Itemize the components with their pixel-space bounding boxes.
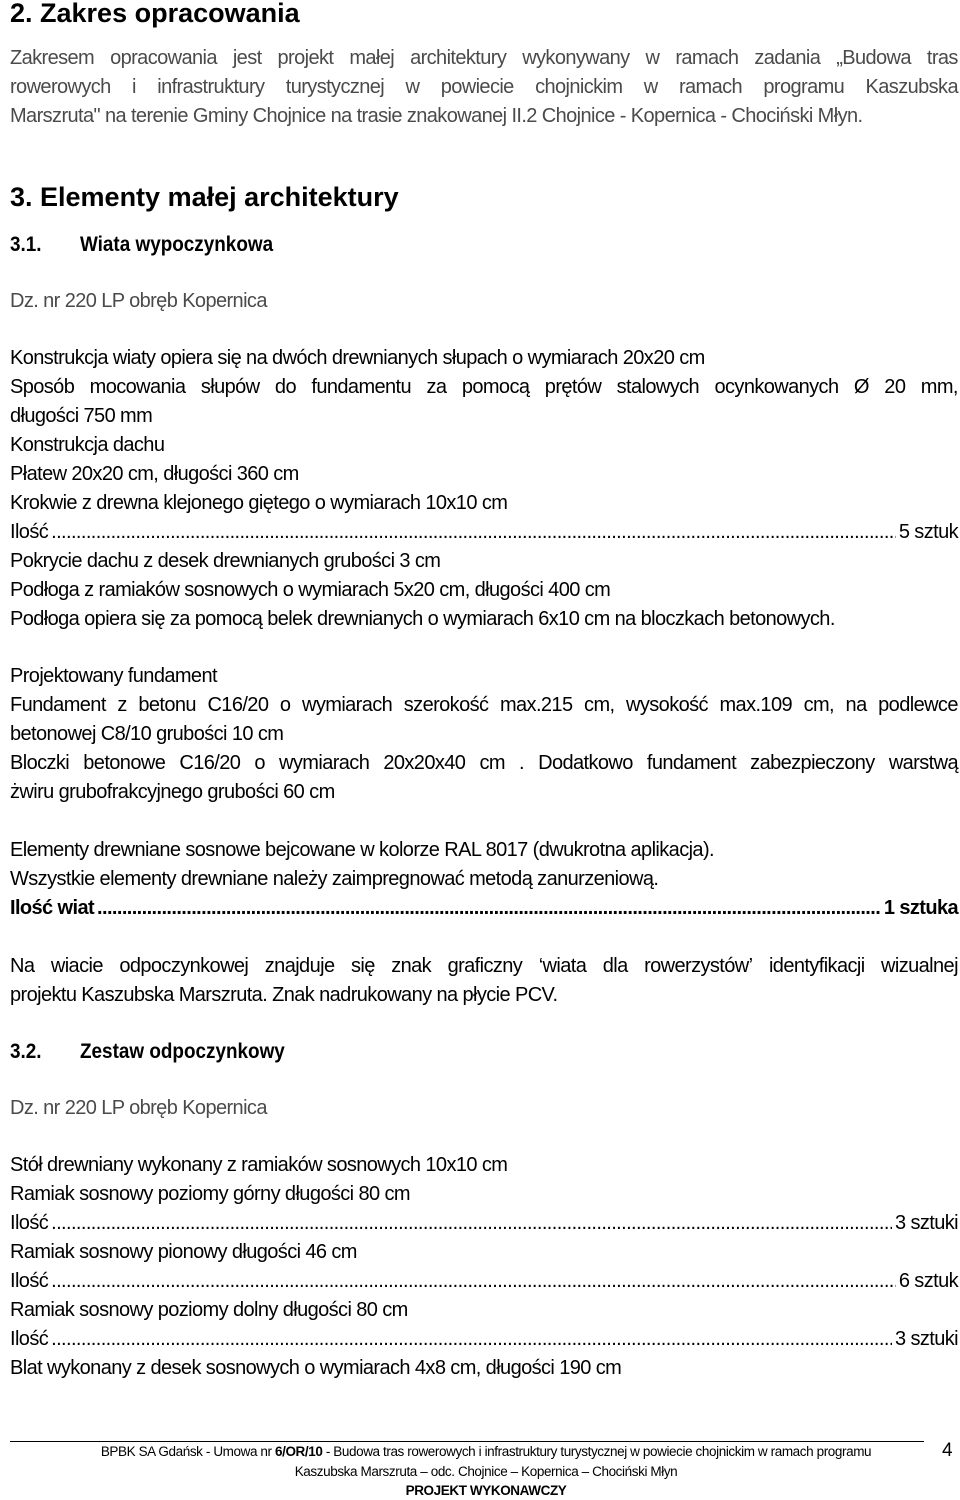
word: zadania [754,47,821,69]
location-line: Dz. nr 220 LP obręb Kopernica [10,290,267,312]
finish-line: Elementy drewniane sosnowe bejcowane w kolorze RAL 8017 (dwukrotna aplikacja). [10,839,714,861]
spec-line: Stół drewniany wykonany z ramiaków sosnowych 10x10 cm [10,1154,508,1176]
word: cm, [584,694,615,716]
spec-line: Ramiak sosnowy poziomy górny długości 80 cm [10,1183,410,1205]
word: turystycznej [285,76,385,98]
word: graficzny [447,955,523,977]
word: w [645,47,660,69]
spec-line: Podłoga z ramiaków sosnowych o wymiarach 5x20 cm, długości 400 cm [10,579,611,601]
word: na [845,694,867,716]
word: max.215 [499,694,573,716]
word: w [405,76,420,98]
quantity-label: Ilość [10,1270,49,1292]
word: jest [232,47,262,69]
word: się [350,955,375,977]
foundation-title: Projektowany fundament [10,665,217,687]
word: wymiarach [279,752,370,774]
dot-leader [51,1270,896,1293]
page-number: 4 [942,1440,953,1461]
word: warstwą [888,752,958,774]
footer-line-2: Kaszubska Marszruta – odc. Chojnice – Kopernica – Chociński Młyn [294,1464,678,1479]
quantity-row [10,1270,958,1293]
word: infrastruktury [157,76,265,98]
foundation-line: żwiru grubofrakcyjnego grubości 60 cm [10,781,335,803]
word: mm, [920,376,958,398]
word: mocowania [89,376,186,398]
word: Kaszubska [865,76,958,98]
word: pomocą [461,376,530,398]
spec-line: Pokrycie dachu z desek drewnianych grubości 3 cm [10,550,441,572]
word: podlewce [878,694,958,716]
section-3-title: 3. Elementy małej architektury [10,182,399,212]
subsection-3-1-number: 3.1. [10,233,42,256]
word: ‘wiata [538,955,587,977]
sign-line-justified [10,955,958,978]
word: ramach [678,76,743,98]
word: o [279,694,291,716]
footer-line-1 [48,1443,924,1461]
word: prętów [544,376,602,398]
word: architektury [410,47,507,69]
word: Ø [853,376,869,398]
quantity-value: 5 sztuk [898,521,958,543]
word: i [132,76,136,98]
dot-leader [51,1328,892,1351]
word: rowerowych [10,76,111,98]
word: wykonywany [522,47,630,69]
quantity-row [10,1328,958,1351]
word: programu [763,76,845,98]
word: Dodatkowo [538,752,633,774]
spec-line: Blat wykonany z desek sosnowych o wymiarach 4x8 cm, długości 190 cm [10,1357,622,1379]
quantity-label: Ilość [10,1328,49,1350]
word: opracowania [110,47,217,69]
word: projekt [277,47,334,69]
word: fundamentu [311,376,412,398]
word: ocynkowanych [714,376,839,398]
subsection-3-2-title: Zestaw odpoczynkowy [80,1040,285,1063]
spec-line: Krokwie z drewna klejonego giętego o wymiarach 10x10 cm [10,492,508,514]
word: z [117,694,127,716]
word: max.109 [719,694,792,716]
section-2-para-line-3: Marszruta" na terenie Gminy Chojnice na trasie znakowanej II.2 Chojnice - Kopernica - Chociński Młyn. [10,105,863,127]
footer-prefix: BPBK SA Gdańsk - Umowa nr [100,1444,275,1459]
word: identyfikacji [768,955,865,977]
word: „Budowa [836,47,911,69]
dot-leader [51,521,896,544]
word: wizualnej [881,955,958,977]
finish-line: Wszystkie elementy drewniane należy zaimpregnować metodą zanurzeniową. [10,868,659,890]
word: szerokość [403,694,489,716]
word: . [519,752,524,774]
spec-line-justified [10,376,958,399]
quantity-row [10,1212,958,1235]
spec-line: Ramiak sosnowy poziomy dolny długości 80 cm [10,1299,408,1321]
word: Sposób [10,376,75,398]
foundation-line: betonowej C8/10 grubości 10 cm [10,723,284,745]
location-line: Dz. nr 220 LP obręb Kopernica [10,1097,267,1119]
footer-line-3: PROJEKT WYKONAWCZY [405,1483,567,1498]
section-2-title: 2. Zakres opracowania [10,0,300,28]
quantity-value: 3 sztuki [894,1212,958,1234]
word: Bloczki [10,752,70,774]
word: Na [10,955,35,977]
word: odpoczynkowej [119,955,249,977]
word: 20 [884,376,906,398]
footer-rule [10,1441,924,1442]
word: cm [479,752,505,774]
word: wymiarach [302,694,393,716]
quantity-row-bold [10,897,958,920]
word: Zakresem [10,47,95,69]
footer-suffix: - Budowa tras rowerowych i infrastruktury turystycznej w powiecie chojnickim w ramach programu [322,1444,872,1459]
word: ramach [675,47,739,69]
word: w [643,76,658,98]
word: C16/20 [179,752,241,774]
quantity-label: Ilość [10,521,49,543]
footer-contract-number: 6/OR/10 [274,1444,323,1459]
word: wysokość [626,694,708,716]
section-2-para-line-2 [10,76,958,99]
word: za [426,376,447,398]
foundation-line-justified [10,752,958,775]
word: C16/20 [207,694,269,716]
word: betonu [138,694,196,716]
word: o [254,752,265,774]
word: cm, [803,694,834,716]
word: 20x20x40 [383,752,466,774]
quantity-label: Ilość wiat [10,897,95,919]
quantity-label: Ilość [10,1212,49,1234]
section-2-para-line-1 [10,47,958,70]
word: znak [391,955,432,977]
word: powiecie [440,76,514,98]
word: do [274,376,296,398]
word: wiacie [50,955,103,977]
quantity-value: 3 sztuki [894,1328,958,1350]
word: słupów [200,376,260,398]
dot-leader [51,1212,892,1235]
word: małej [349,47,395,69]
spec-line: Podłoga opiera się za pomocą belek drewnianych o wymiarach 6x10 cm na bloczkach betonowych. [10,608,835,630]
word: chojnickim [535,76,623,98]
spec-line: Konstrukcja dachu [10,434,165,456]
word: fundament [646,752,737,774]
word: rowerzystów’ [644,955,753,977]
subsection-3-1-title: Wiata wypoczynkowa [80,233,274,256]
subsection-3-2-number: 3.2. [10,1040,42,1063]
word: znajduje [264,955,335,977]
spec-line: Płatew 20x20 cm, długości 360 cm [10,463,299,485]
quantity-row [10,521,958,544]
quantity-value: 6 sztuk [898,1270,958,1292]
word: tras [926,47,958,69]
foundation-line-justified [10,694,958,717]
dot-leader [97,897,881,920]
word: dla [602,955,628,977]
word: Fundament [10,694,106,716]
word: betonowe [83,752,166,774]
word: stalowych [616,376,700,398]
spec-line: Ramiak sosnowy pionowy długości 46 cm [10,1241,357,1263]
spec-line: Konstrukcja wiaty opiera się na dwóch drewnianych słupach o wymiarach 20x20 cm [10,347,705,369]
sign-line: projektu Kaszubska Marszruta. Znak nadrukowany na płycie PCV. [10,984,558,1006]
spec-line: długości 750 mm [10,405,153,427]
quantity-value: 1 sztuka [883,897,958,919]
word: zabezpieczony [750,752,875,774]
